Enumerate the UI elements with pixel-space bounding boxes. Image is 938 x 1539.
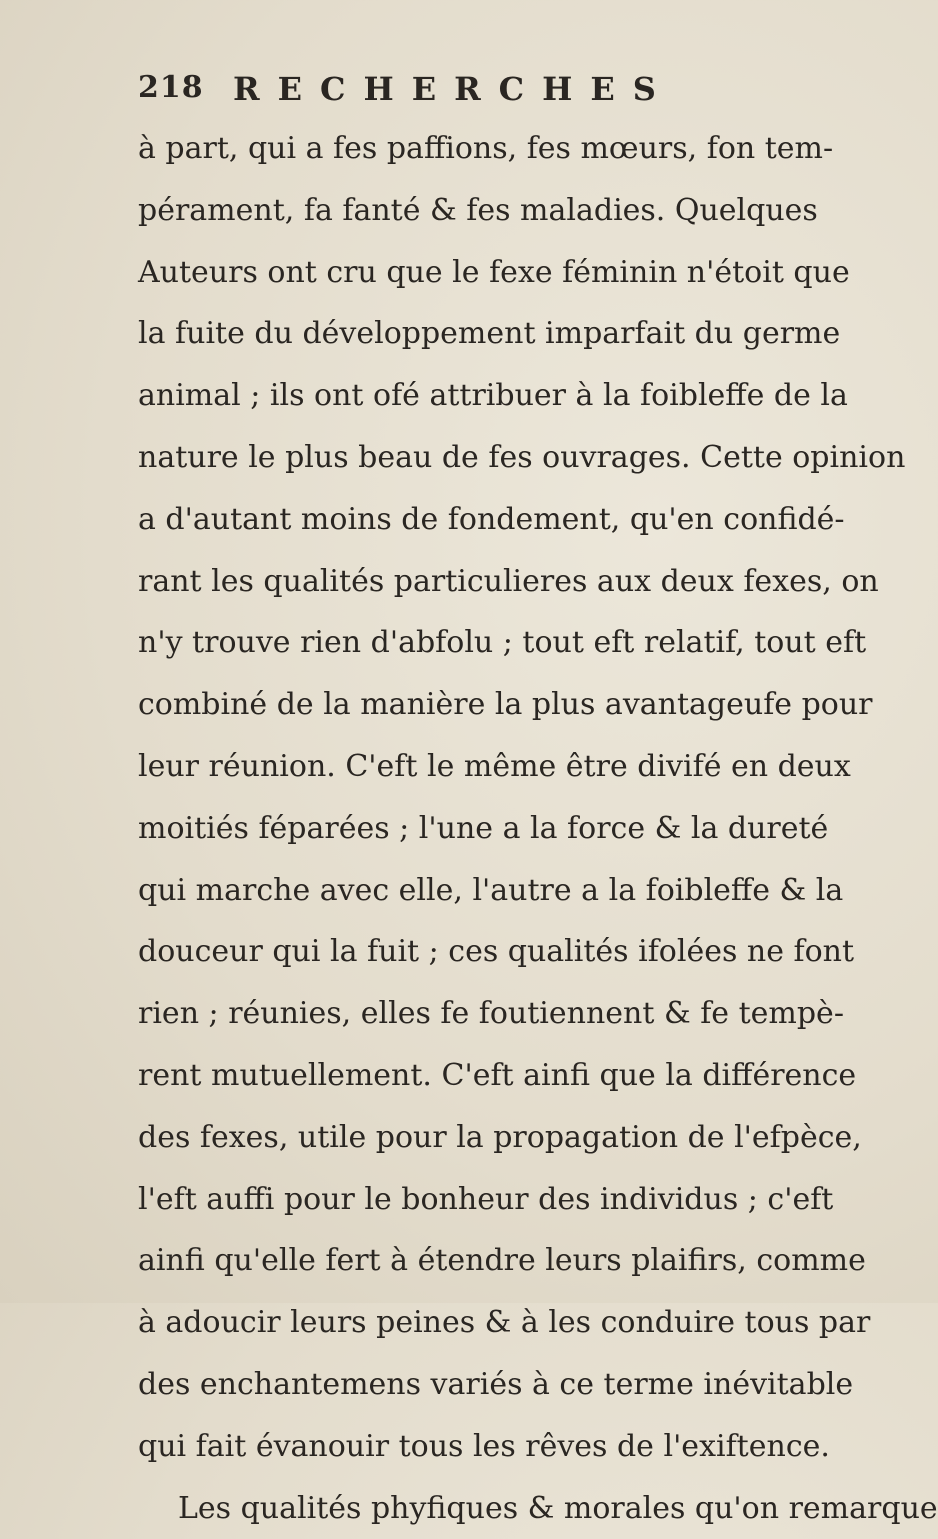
text-line: Les qualités phyfiques & morales qu'on remarque xyxy=(178,1490,938,1526)
text-line: n'y trouve rien d'abfolu ; tout eft relatif, tout eft xyxy=(138,625,867,661)
text-line: combiné de la manière la plus avantageufe pour xyxy=(138,687,873,723)
text-line: des enchantemens variés à ce terme inévitable xyxy=(138,1366,854,1402)
text-line: à part, qui a fes paffions, fes mœurs, fon tem- xyxy=(138,131,834,166)
text-line: la fuite du développement imparfait du germe xyxy=(138,316,841,352)
text-line: qui fait évanouir tous les rêves de l'exiftence. xyxy=(138,1428,830,1464)
text-line: ainfi qu'elle fert à étendre leurs plaifirs, comme xyxy=(138,1243,866,1279)
body-text xyxy=(138,118,938,1539)
text-line: rant les qualités particulieres aux deux fexes, on xyxy=(138,563,879,599)
text-line: moitiés féparées ; l'une a la force & la dureté xyxy=(138,810,829,846)
text-line: l'eft auffi pour le bonheur des individus ; c'eft xyxy=(138,1181,834,1217)
text-line: rien ; réunies, elles fe foutiennent & fe tempè- xyxy=(138,996,844,1032)
text-line: des fexes, utile pour la propagation de l'efpèce, xyxy=(138,1119,862,1155)
text-line: animal ; ils ont ofé attribuer à la foibleffe de la xyxy=(138,378,848,414)
text-line: rent mutuellement. C'eft ainfi que la différence xyxy=(138,1057,857,1093)
text-line: douceur qui la fuit ; ces qualités ifolées ne font xyxy=(138,934,855,970)
text-line: qui marche avec elle, l'autre a la foibleffe & la xyxy=(138,872,844,908)
page-header xyxy=(138,70,761,120)
text-line: Auteurs ont cru que le fexe féminin n'étoit que xyxy=(138,254,850,290)
text-line: à adoucir leurs peines & à les conduire tous par xyxy=(138,1305,871,1341)
page-number: 218 xyxy=(138,70,204,105)
text-line: a d'autant moins de fondement, qu'en confidé- xyxy=(138,501,845,537)
text-line: pérament, fa fanté & fes maladies. Quelques xyxy=(138,192,818,228)
text-line: nature le plus beau de fes ouvrages. Cette opinion xyxy=(138,439,906,475)
running-head: RECHERCHES xyxy=(233,70,674,108)
text-line: leur réunion. C'eft le même être divifé en deux xyxy=(138,748,851,784)
